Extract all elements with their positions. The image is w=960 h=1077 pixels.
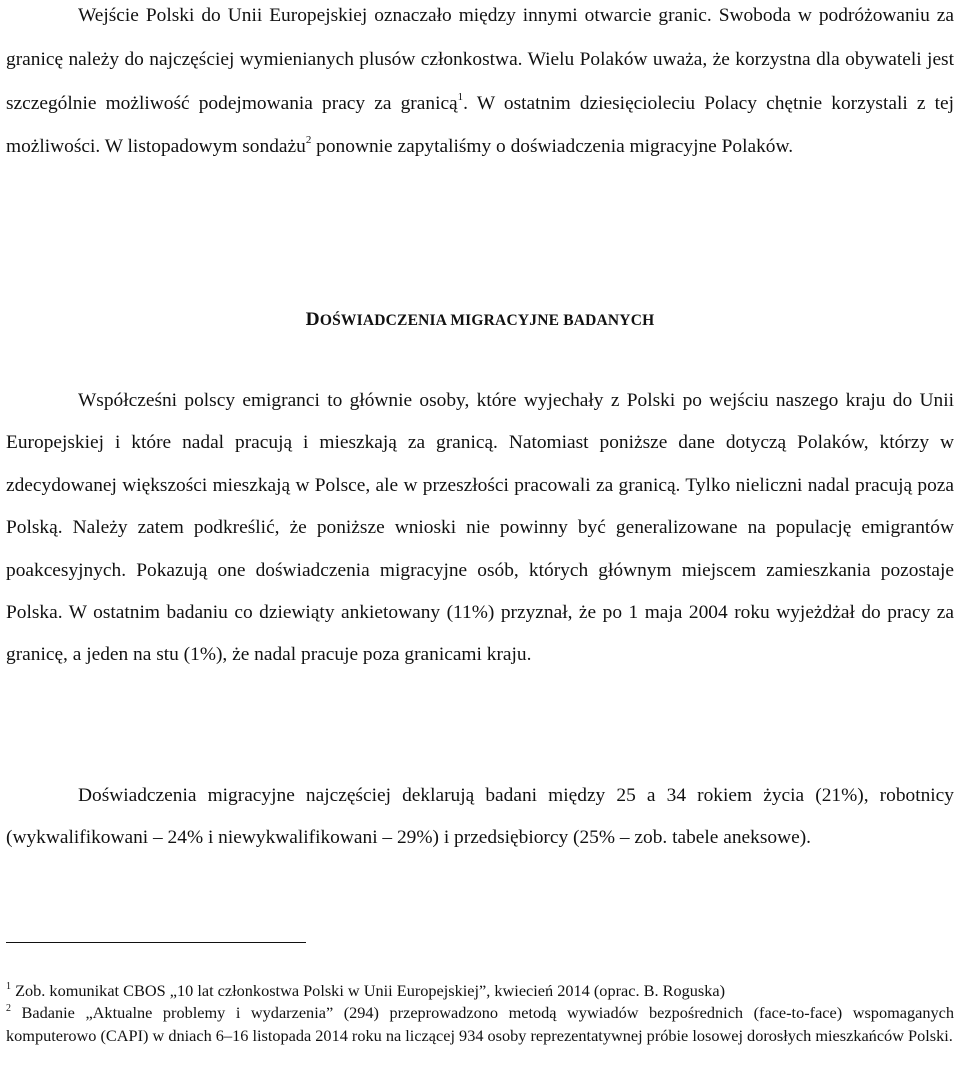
intro-text-a: Wejście Polski do Unii Europejskiej oznaczało między innymi otwarcie granic. Swoboda w podróżowaniu za granicę należy do najczęściej wymienianych plusów członkostwa. Wielu Polaków uważa, że korzystna dla obywateli jest szczególnie możliwość podejmowania pracy za granicą [6, 5, 954, 114]
footnote-2-mark: 2 [6, 1003, 11, 1014]
body-paragraph-2-text: Doświadczenia migracyjne najczęściej deklarują badani między 25 a 34 rokiem życia (21%), robotnicy (wykwalifikowani – 24% i niewykwalifikowani – 29%) i przedsiębiorcy (25% – zob. tabele aneksowe). [6, 785, 954, 849]
body-paragraph-2 [6, 775, 954, 860]
intro-text-c: ponownie zapytaliśmy o doświadczenia migracyjne Polaków. [311, 136, 794, 158]
footnote-1-text: Zob. komunikat CBOS „10 lat członkostwa Polski w Unii Europejskiej”, kwiecień 2014 (oprac. B. Roguska) [11, 981, 726, 1000]
body-paragraph-1 [6, 380, 954, 677]
footnote-ref-2[interactable]: 2 [305, 134, 312, 147]
footnote-1 [6, 980, 954, 1003]
heading-initial: D [305, 309, 320, 330]
footnote-2-text: Badanie „Aktualne problemy i wydarzenia” (294) przeprowadzono metodą wywiadów bezpośrednich (face-to-face) wspomaganych komputerowo (CAPI) w dniach 6–16 listopada 2014 roku na liczącej 934 osoby reprezentatywnej próbie losowej dorosłych mieszkańców Polski. [6, 1003, 954, 1045]
intro-paragraph [6, 0, 954, 169]
footnote-2 [6, 1002, 954, 1047]
heading-rest: OŚWIADCZENIA MIGRACYJNE BADANYCH [319, 312, 655, 329]
footnote-1-mark: 1 [6, 981, 11, 992]
intro-text-b: . W ostatnim dziesięcioleciu Polacy chętnie korzystali z tej możliwości. W listopadowym sondażu [6, 92, 954, 158]
section-heading [0, 309, 960, 331]
body-paragraph-1-text: Współcześni polscy emigranci to głównie osoby, które wyjechały z Polski po wejściu naszego kraju do Unii Europejskiej i które nadal pracują i mieszkają za granicą. Natomiast poniższe dane dotyczą Polaków, którzy w zdecydowanej większości mieszkają w Polsce, ale w przeszłości pracowali za granicą. Tylko nieliczni nadal pracują poza Polską. Należy zatem podkreślić, że poniższe wnioski nie powinny być generalizowane na populację emigrantów poakcesyjnych. Pokazują one doświadczenia migracyjne osób, których głównym miejscem zamieszkania pozostaje Polska. W ostatnim badaniu co dziewiąty ankietowany (11%) przyznał, że po 1 maja 2004 roku wyjeżdżał do pracy za granicę, a jeden na stu (1%), że nadal pracuje poza granicami kraju. [6, 390, 954, 666]
footnote-separator [6, 942, 306, 943]
footnote-ref-1[interactable]: 1 [457, 90, 464, 103]
